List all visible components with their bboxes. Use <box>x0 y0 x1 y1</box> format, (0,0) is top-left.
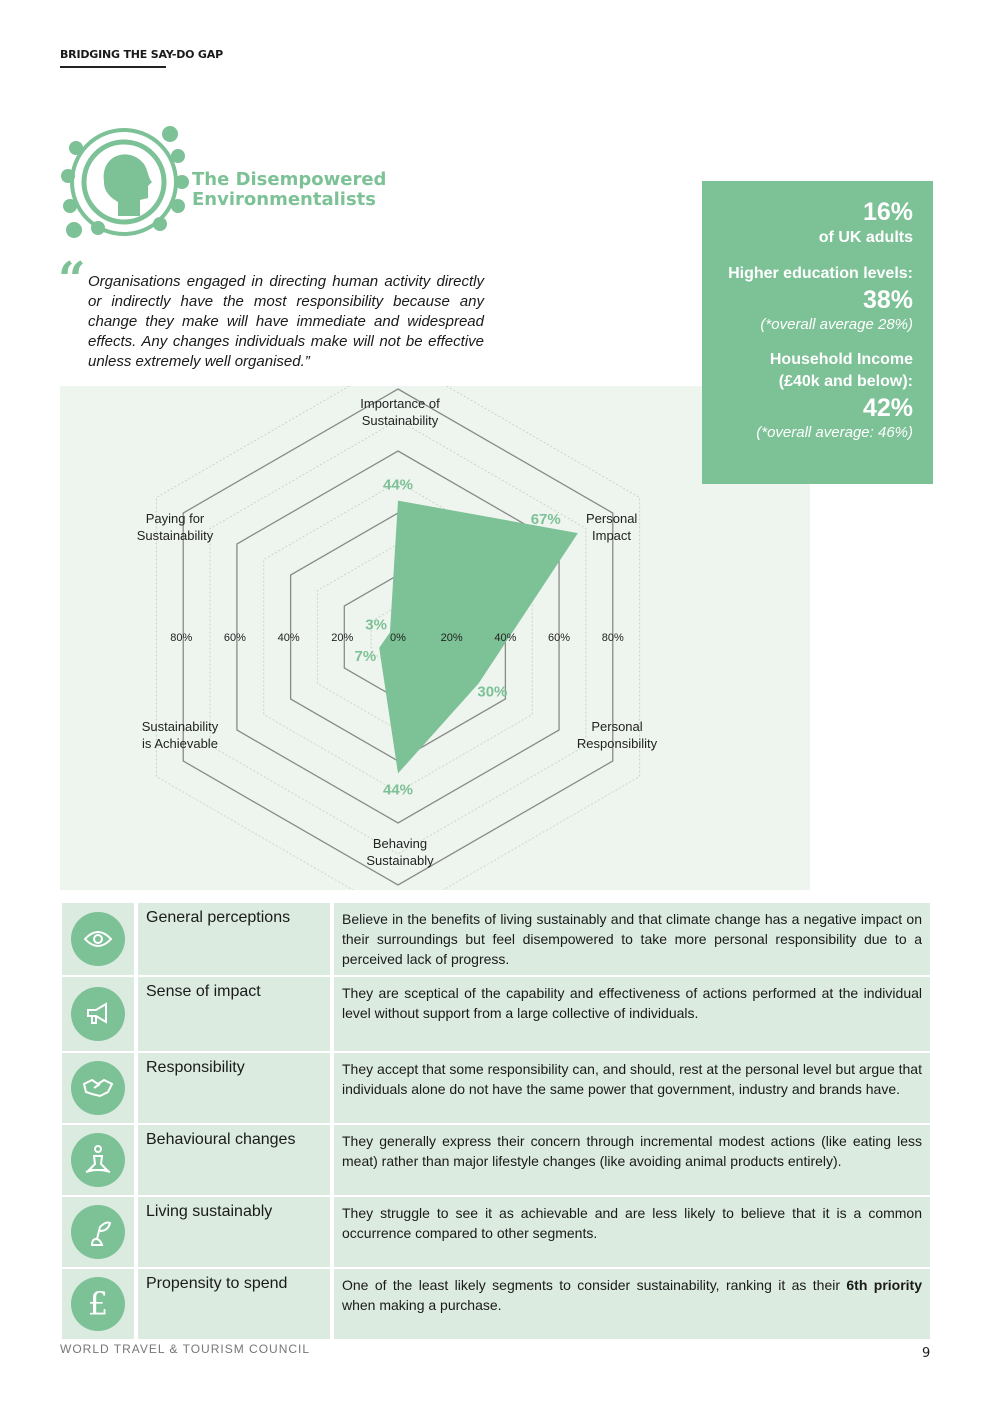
stat-edu-label: Higher education levels: <box>728 265 913 282</box>
axis-label: Sustainably <box>366 853 434 868</box>
row-description <box>332 902 932 976</box>
row-icon-cell <box>60 976 136 1052</box>
row-description-text: They struggle to see it as achievable and are less likely to believe that it is a common occurrence compared to other segments. <box>342 1205 922 1241</box>
axis-label: is Achievable <box>142 736 218 751</box>
quote-text: Organisations engaged in directing human activity directly or indirectly have the most responsibility because any change they make will have immediate and widespread effects. Any changes individuals make will not be effective unless extremely well organised.” <box>88 273 484 370</box>
row-icon-cell <box>60 1268 136 1340</box>
row-description-text: They accept that some responsibility can, and should, rest at the personal level but argue that individuals alone do not have the same power that government, industry and brands have. <box>342 1061 922 1097</box>
stat-share-label: of UK adults <box>818 229 913 246</box>
axis-label: Sustainability <box>361 413 439 428</box>
tick-label: 60% <box>548 632 571 644</box>
table-row <box>60 976 932 1052</box>
table-row <box>60 1268 932 1340</box>
row-description <box>332 1196 932 1268</box>
row-label: Behavioural changes <box>136 1124 332 1196</box>
row-icon-cell <box>60 1052 136 1124</box>
value-label: 7% <box>354 647 377 665</box>
plant-icon <box>71 1205 125 1259</box>
segment-title <box>192 170 386 210</box>
row-icon-cell <box>60 1196 136 1268</box>
tick-label: 80% <box>170 632 193 644</box>
axis-label: Personal <box>586 511 638 526</box>
meditation-icon <box>71 1133 125 1187</box>
row-label: Sense of impact <box>136 976 332 1052</box>
tick-label: 40% <box>494 632 517 644</box>
stat-income: 42% <box>862 394 913 422</box>
radar-chart-panel <box>60 386 810 890</box>
axis-label: Sustainability <box>136 528 214 543</box>
stat-share: 16% <box>862 198 913 226</box>
row-label: Responsibility <box>136 1052 332 1124</box>
running-header: BRIDGING THE SAY-DO GAP <box>60 48 166 68</box>
axis-label: Importance of <box>360 396 440 411</box>
table-row <box>60 1052 932 1124</box>
tick-label: 20% <box>331 632 354 644</box>
eye-icon <box>71 912 125 966</box>
axis-label: Behaving <box>372 836 428 851</box>
handshake-icon <box>71 1061 125 1115</box>
tick-label: 80% <box>601 632 624 644</box>
row-description-text: Believe in the benefits of living sustainably and that climate change has a negative impact on their surroundings but feel disempowered to take more personal responsibility due to a perceived lack of progress. <box>342 911 922 967</box>
row-icon-cell <box>60 1124 136 1196</box>
row-description <box>332 1268 932 1340</box>
row-description-text: They are sceptical of the capability and effectiveness of actions performed at the individual level without support from a large collective of individuals. <box>342 985 922 1021</box>
row-description <box>332 1124 932 1196</box>
title-line-1: The Disempowered <box>192 169 387 190</box>
stat-income-label-1: Household Income <box>769 351 913 368</box>
stat-edu-note: (*overall average 28%) <box>760 316 913 333</box>
value-label: 30% <box>477 683 508 701</box>
tick-label: 0% <box>390 632 406 644</box>
row-icon-cell <box>60 902 136 976</box>
title-line-2: Environmentalists <box>192 189 376 210</box>
row-description <box>332 1052 932 1124</box>
value-label: 44% <box>382 781 414 799</box>
radar-chart <box>60 386 810 890</box>
row-label: Propensity to spend <box>136 1268 332 1340</box>
tick-label: 60% <box>223 632 246 644</box>
row-description-text-end: when making a purchase. <box>342 1297 502 1313</box>
page-number: 9 <box>922 1346 931 1361</box>
axis-label: Personal <box>591 719 643 734</box>
axis-label: Paying for <box>145 511 205 526</box>
row-description-text: One of the least likely segments to consider sustainability, ranking it as their <box>342 1277 847 1293</box>
quote-mark-icon: “ <box>58 252 86 308</box>
axis-label: Responsibility <box>576 736 658 751</box>
value-label: 3% <box>365 616 387 634</box>
tick-label: 20% <box>440 632 463 644</box>
row-label: Living sustainably <box>136 1196 332 1268</box>
tick-label: 40% <box>277 632 300 644</box>
row-label: General perceptions <box>136 902 332 976</box>
axis-label: Impact <box>592 528 632 543</box>
megaphone-icon <box>71 987 125 1041</box>
segment-logo-icon <box>60 124 190 238</box>
priority-emphasis: 6th priority <box>846 1277 922 1293</box>
axis-label: Sustainability <box>141 719 219 734</box>
value-label: 67% <box>530 511 561 529</box>
stats-box <box>702 181 933 484</box>
attributes-table <box>60 902 932 1340</box>
row-description-text: They generally express their concern through incremental modest actions (like eating less meat) rather than major lifestyle changes (like avoiding animal products entirely). <box>342 1133 922 1169</box>
table-row <box>60 1124 932 1196</box>
table-row <box>60 902 932 976</box>
footer-org: WORLD TRAVEL & TOURISM COUNCIL <box>60 1342 311 1356</box>
stat-income-label-2: (£40k and below): <box>778 373 913 390</box>
pound-icon: £ <box>71 1277 125 1331</box>
stat-income-note: (*overall average: 46%) <box>756 424 913 441</box>
value-label: 44% <box>382 476 414 494</box>
stat-edu: 38% <box>862 286 913 314</box>
row-description <box>332 976 932 1052</box>
table-row <box>60 1196 932 1268</box>
